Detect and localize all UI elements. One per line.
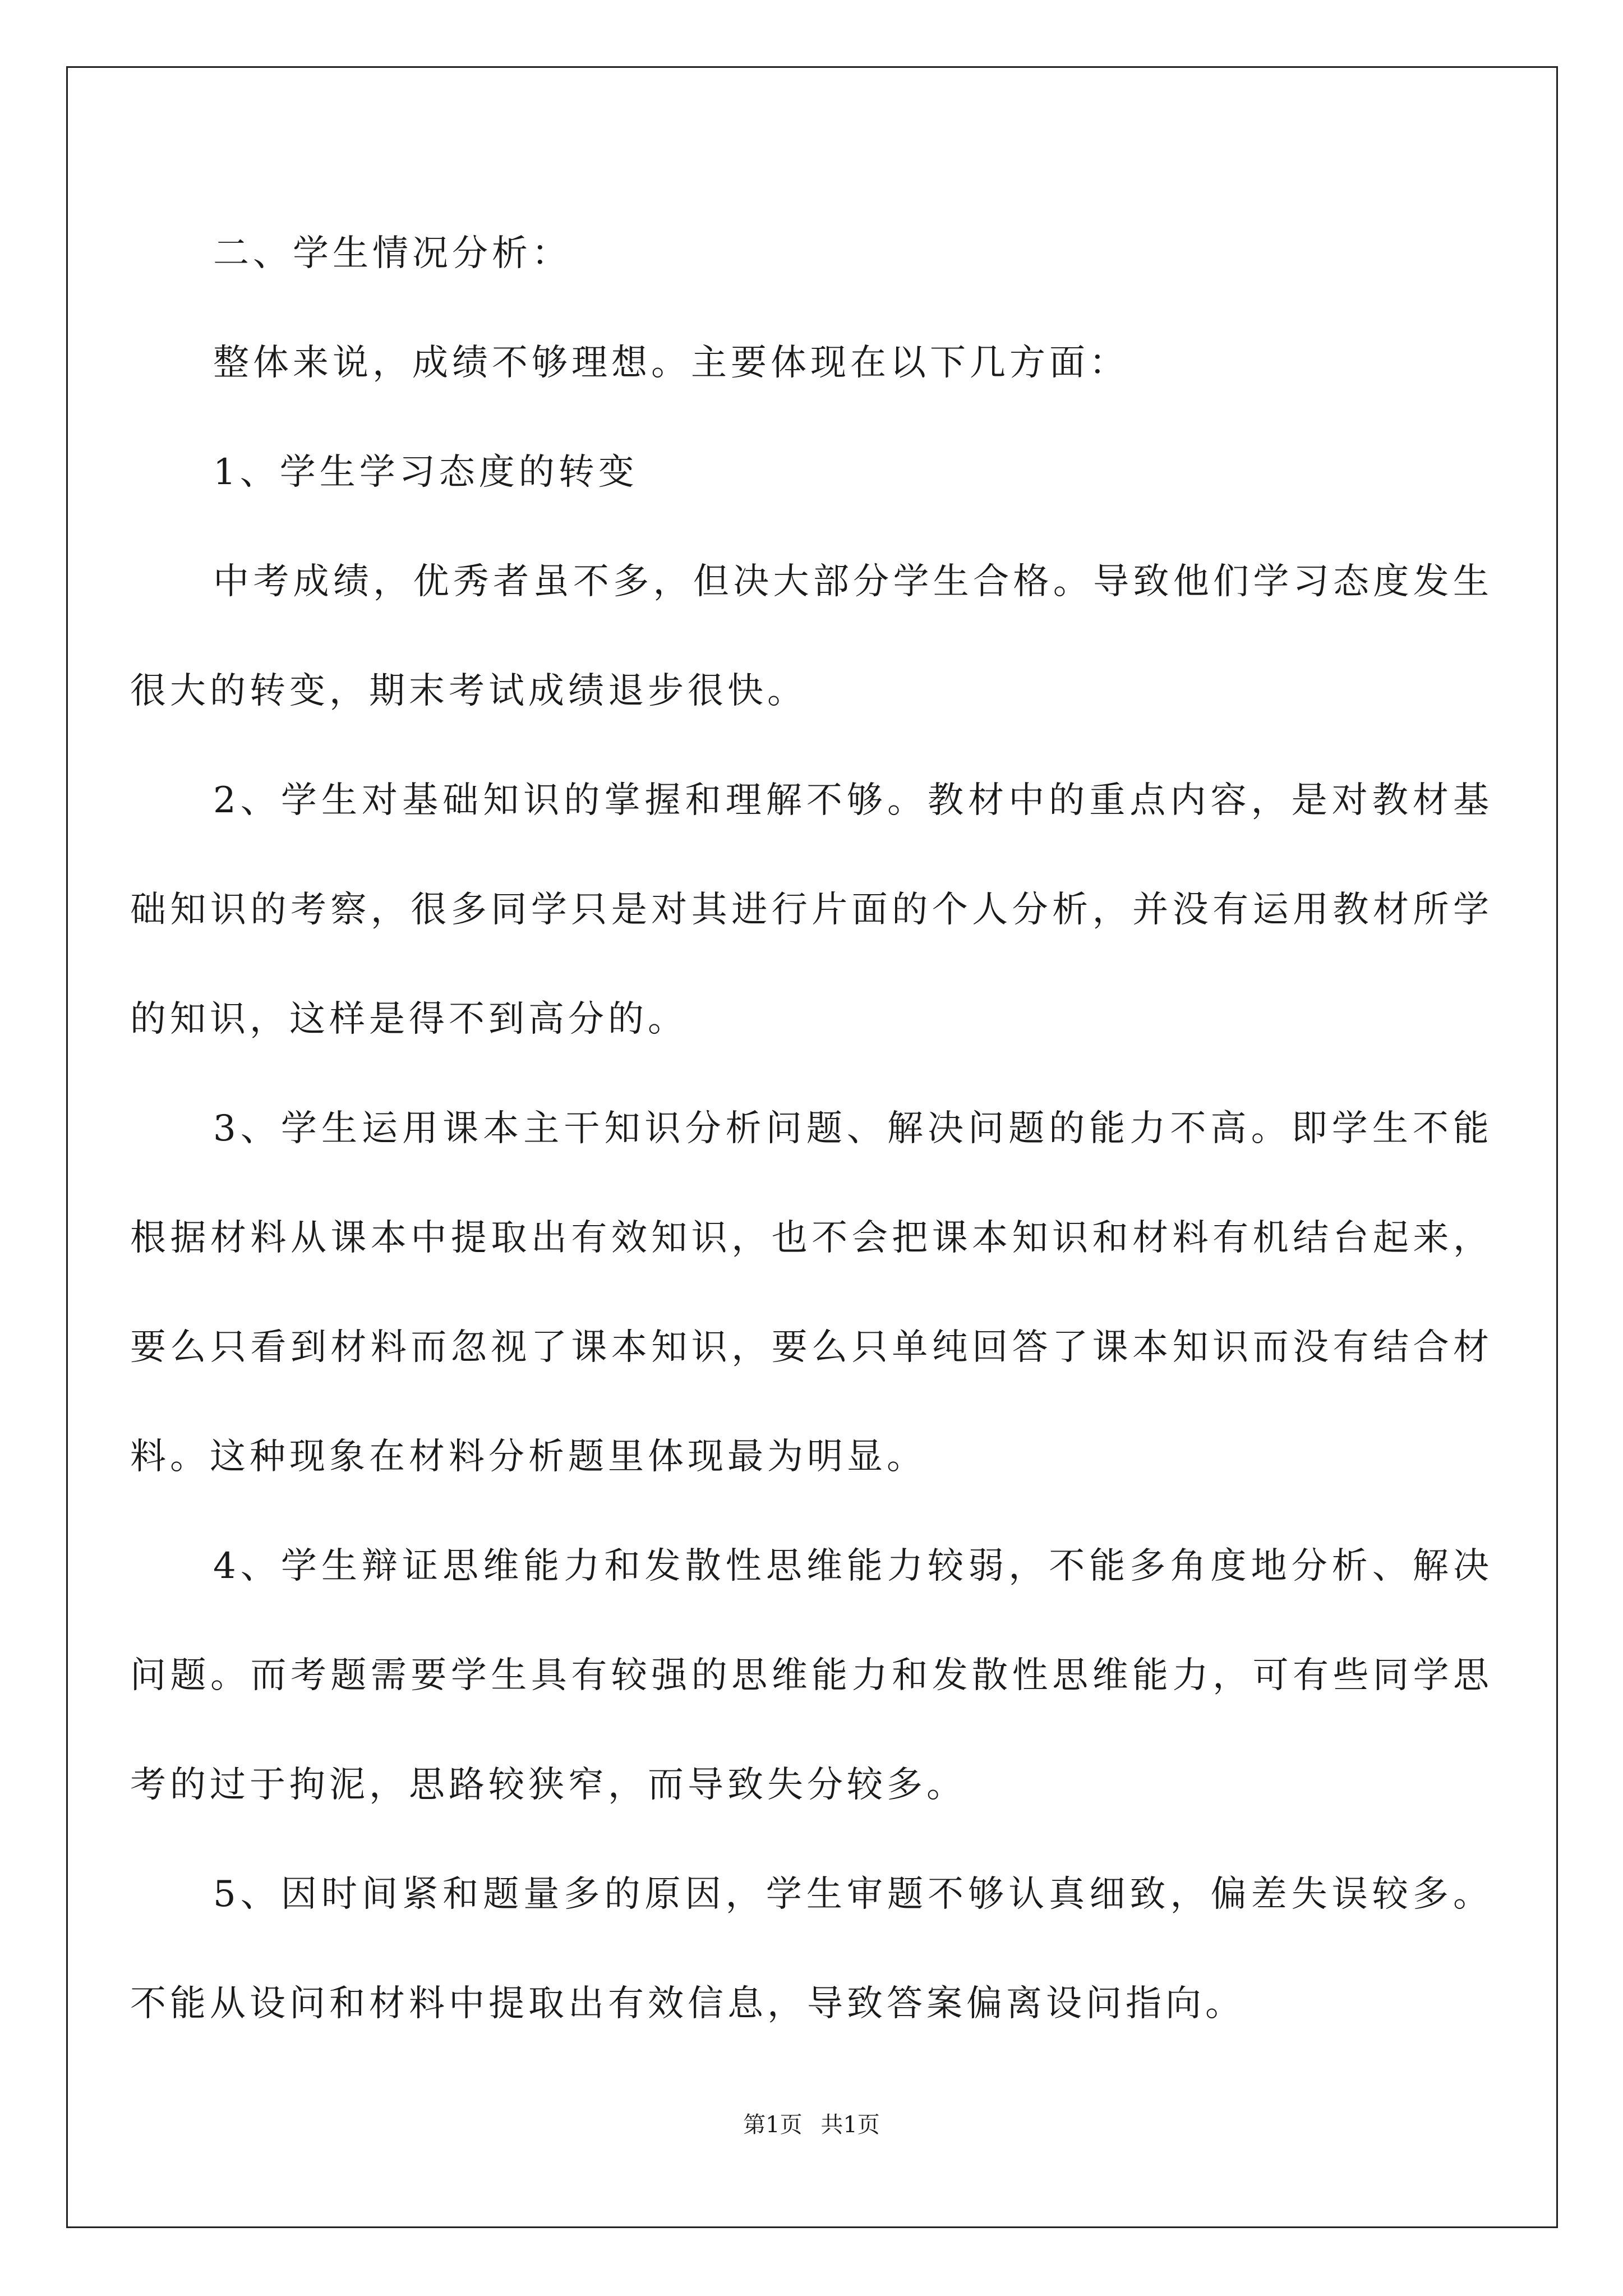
paragraph-item-4: 4、学生辩证思维能力和发散性思维能力较弱，不能多角度地分析、解决问题。而考题需要学生具有较强的思维能力和发散性思维能力，可有些同学思考的过于拘泥，思路较狭窄，而导致失分较多。: [130, 1545, 1493, 1806]
page-footer: [0, 2108, 1623, 2142]
paragraph-item-1-body: 中考成绩，优秀者虽不多，但决大部分学生合格。导致他们学习态度发生很大的转变，期末考试成绩退步很快。: [130, 561, 1493, 712]
paragraph-item-3: 3、学生运用课本主干知识分析问题、解决问题的能力不高。即学生不能根据材料从课本中提取出有效知识，也不会把课本知识和材料有机结台起来，要么只看到材料而忽视了课本知识，要么只单纯回答了课本知识而没有结合材料。这种现象在材料分析题里体现最为明显。: [130, 1108, 1493, 1478]
section-heading: 二、学生情况分析：: [213, 233, 571, 274]
paragraph-item-1-title: 1、学生学习态度的转变: [213, 452, 638, 493]
paragraph-item-5: 5、因时间紧和题量多的原因，学生审题不够认真细致，偏差失误较多。不能从设问和材料中提取出有效信息，导致答案偏离设问指向。: [130, 1874, 1493, 2024]
paragraph-summary: 整体来说，成绩不够理想。主要体现在以下几方面：: [213, 342, 1129, 384]
page-total: 共1页: [820, 2112, 880, 2138]
page-number: 第1页: [743, 2112, 803, 2138]
paragraph-item-2: 2、学生对基础知识的掌握和理解不够。教材中的重点内容，是对教材基础知识的考察，很多同学只是对其进行片面的个人分析，并没有运用教材所学的知识，这样是得不到高分的。: [130, 780, 1493, 1040]
